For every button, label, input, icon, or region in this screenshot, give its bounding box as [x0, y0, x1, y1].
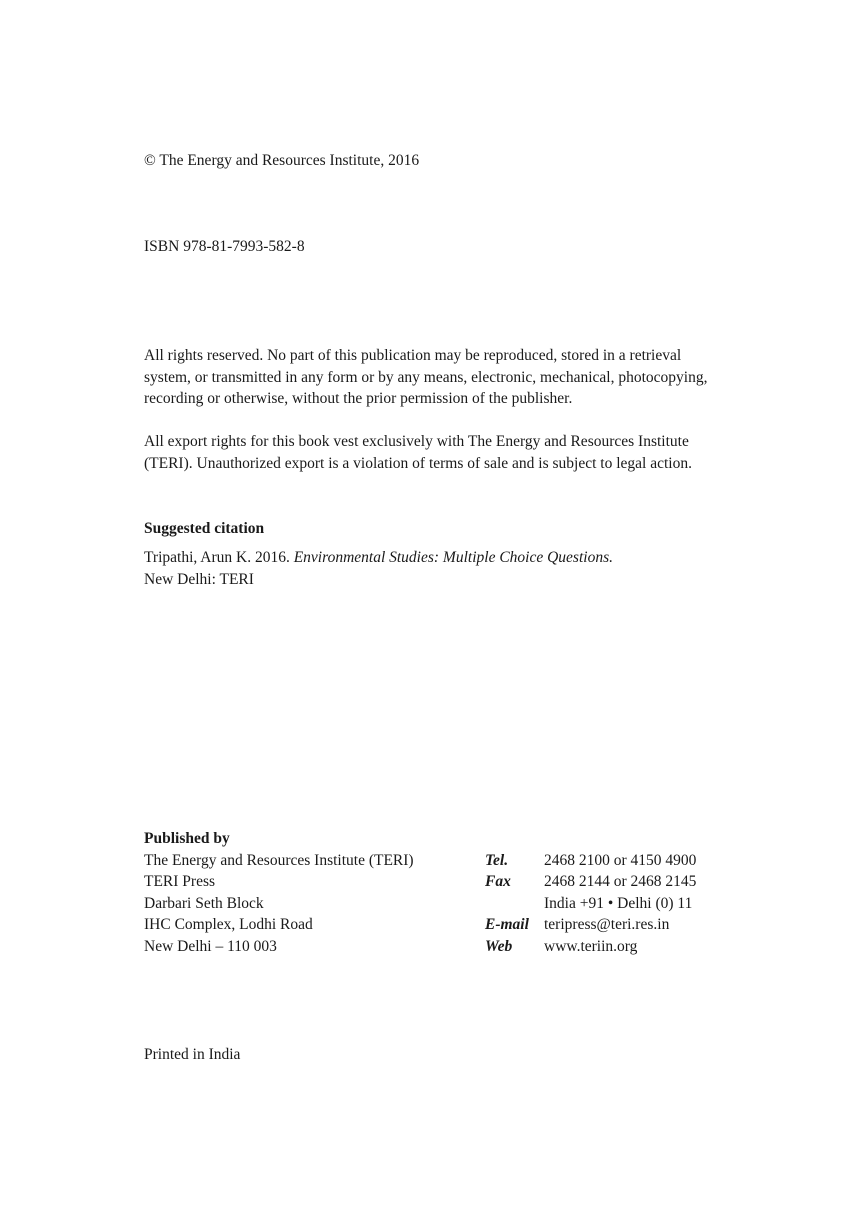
email-value: teripress@teri.res.in [544, 916, 670, 933]
email-label: E-mail [485, 916, 529, 933]
copyright-notice: © The Energy and Resources Institute, 2016 [144, 152, 420, 169]
address-line: New Delhi – 110 003 [144, 937, 277, 955]
tel-value: 2468 2100 or 4150 4900 [544, 851, 697, 869]
export-statement [144, 431, 716, 474]
dialing-code: India +91 • Delhi (0) 11 [544, 894, 693, 912]
rights-line-1: All rights reserved. No part of this publication may be reproduced, stored in a retrieval [144, 347, 682, 364]
isbn: ISBN 978-81-7993-582-8 [144, 238, 305, 255]
export-line-2: (TERI). Unauthorized export is a violation of terms of sale and is subject to legal action. [144, 454, 692, 472]
citation-title: Environmental Studies: Multiple Choice Questions. [293, 549, 613, 566]
citation-author-year: Tripathi, Arun K. 2016. [144, 549, 294, 566]
citation-heading: Suggested citation [144, 520, 265, 537]
tel-label: Tel. [485, 851, 509, 869]
rights-line-2: system, or transmitted in any form or by any means, electronic, mechanical, photocopying, [144, 368, 708, 386]
rights-line-3: recording or otherwise, without the prior permission of the publisher. [144, 390, 573, 407]
web-value: www.teriin.org [544, 937, 638, 955]
printed-in: Printed in India [144, 1046, 241, 1063]
address-line: TERI Press [144, 873, 216, 890]
address-line: IHC Complex, Lodhi Road [144, 916, 313, 933]
publisher-row-3 [144, 893, 744, 915]
citation-line-1 [144, 547, 716, 569]
published-by-heading: Published by [144, 830, 230, 847]
export-line-1: All export rights for this book vest exclusively with The Energy and Resources Institute [144, 433, 689, 450]
citation-line-2: New Delhi: TERI [144, 570, 254, 588]
publisher-row-5 [144, 936, 744, 958]
citation [144, 547, 716, 590]
publisher-row-2 [144, 871, 744, 893]
publisher-row-4 [144, 914, 744, 936]
fax-value: 2468 2144 or 2468 2145 [544, 873, 697, 890]
address-line: The Energy and Resources Institute (TERI) [144, 851, 414, 869]
web-label: Web [485, 937, 513, 955]
rights-statement [144, 345, 716, 410]
publisher-block [144, 828, 744, 957]
publisher-row-1 [144, 850, 744, 872]
fax-label: Fax [485, 873, 511, 890]
address-line: Darbari Seth Block [144, 894, 264, 912]
